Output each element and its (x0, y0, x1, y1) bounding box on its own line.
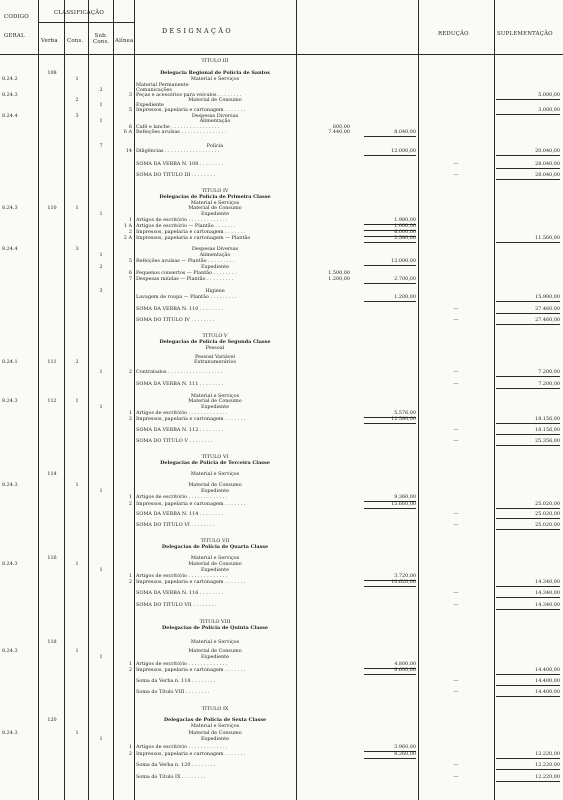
subtotal-value-cell: 8.260,00 (364, 750, 416, 759)
cons-cell: 1 (75, 398, 79, 404)
designation-cell: Soma do Título VIII . . . . . . . . (136, 689, 210, 695)
designation-cell: Pequenos consertos — Plantão . . . . . . . . (136, 270, 237, 276)
table-row (0, 470, 563, 478)
subtotal-value-cell: 3.960,00 (364, 743, 416, 752)
subtotal-value-cell: 2.580,00 (364, 234, 416, 243)
designation-cell: Delegacias de Polícia de Segunda Classe (159, 339, 271, 345)
designation-cell: Impressos, papelaria e cartonagem . . . . . . . (136, 229, 246, 235)
cons-cell: 1 (75, 205, 79, 211)
table-row (0, 234, 563, 242)
verba-cell: 110 (47, 205, 57, 211)
supplementation-cell: 14.400,00 (496, 688, 560, 697)
subtotal-value-cell: 4.800,00 (364, 660, 416, 669)
designation-cell: SOMA DO TITULO VI . . . . . . . . (136, 522, 215, 528)
alinea-cell: 6 (128, 270, 132, 276)
reduction-cell: — (453, 762, 459, 768)
designation-cell: Impressos, papelaria e cartonagem — Plantão (136, 235, 251, 241)
designation-cell: Lavagem de roupa — Plantão . . . . . . . . . (136, 294, 237, 300)
supplementation-cell: 14.340,00 (496, 578, 560, 587)
cons-cell: 1 (75, 482, 79, 488)
designation-cell: TITULO III (201, 58, 229, 64)
table-row (0, 275, 563, 283)
header-geral: GERAL (4, 33, 25, 39)
subtotal-value-cell: 10.620,00 (364, 578, 416, 587)
designation-cell: Despesas Diversas (191, 246, 239, 252)
designation-cell: Delegacias de Polícia de Terceira Classe (160, 460, 270, 466)
designation-cell: Material de Consumo (188, 398, 242, 404)
subtotal-value-cell: 9.600,00 (364, 666, 416, 675)
designation-cell: TITULO V (202, 333, 228, 339)
table-row (0, 735, 563, 743)
reduction-cell: — (453, 427, 459, 433)
designation-cell: Polícia (206, 143, 224, 149)
table-row (0, 57, 563, 65)
table-row (0, 638, 563, 646)
designation-cell: SOMA DO TITULO III . . . . . . . . (136, 172, 215, 178)
reduction-cell: — (453, 511, 459, 517)
supplementation-cell: 14.400,00 (496, 666, 560, 675)
verba-cell: 116 (47, 555, 57, 561)
alinea-cell: 6 A (123, 129, 132, 135)
code-cell: 8.24.3 (2, 205, 18, 211)
table-row (0, 459, 563, 467)
header-classificacao: CLASSIFICAÇÃO (54, 10, 104, 16)
subtotal-value-cell: 1.980,00 (364, 216, 416, 225)
supplementation-cell: 25.020,00 (496, 500, 560, 509)
subtotal-value-cell: 6.000,00 (364, 228, 416, 237)
designation-cell: Alimentação (199, 118, 231, 124)
header-alinea: Alínea (115, 38, 134, 44)
alinea-cell: 2 (128, 667, 132, 673)
table-row (0, 624, 563, 632)
designation-cell: Material e Serviços (190, 555, 240, 561)
designation-cell: Despesas Diversas (191, 113, 239, 119)
designation-cell: Expediente (201, 211, 229, 217)
cons-cell: 2 (75, 97, 79, 103)
alinea-cell: 2 (128, 579, 132, 585)
sub-cons-cell: 1 (99, 118, 103, 124)
designation-cell: Expediente (136, 102, 164, 108)
table-row (0, 688, 563, 696)
cons-cell: 2 (75, 359, 79, 365)
partial-value-cell: 7.440,00 (328, 129, 350, 135)
verba-cell: 111 (47, 359, 57, 365)
designation-cell: Artigos de escritório . . . . . . . . . . . . . (136, 217, 228, 223)
designation-cell: Material de Consumo (188, 648, 242, 654)
designation-cell: Pessoal Variável (194, 354, 235, 360)
verba-cell: 120 (47, 717, 57, 723)
designation-cell: Peças e acessórios para veículos . . . . . . . . (136, 92, 242, 98)
supplementation-cell: 11.560,00 (496, 234, 560, 243)
subtotal-value-cell: 5.576,00 (364, 409, 416, 418)
alinea-cell: 1 A (123, 223, 132, 229)
supplementation-cell: 25.356,00 (496, 437, 560, 446)
designation-cell: SOMA DA VERBA N. 110 . . . . . . . . (136, 306, 224, 312)
designation-cell: Artigos de escritório — Plantão . . . . . . . (136, 223, 236, 229)
table-row (0, 761, 563, 769)
code-cell: 8.24.4 (2, 246, 18, 252)
alinea-cell: 3 (128, 92, 132, 98)
designation-cell: Diligências . . . . . . . . . . . . . . . . . . (136, 148, 220, 154)
designation-cell: Refeições avulsas . . . . . . . . . . . . . . . (136, 129, 227, 135)
table-row (0, 344, 563, 352)
designation-cell: Material e Serviços (190, 471, 240, 477)
designation-cell: Artigos de escritório . . . . . . . . . . . . . (136, 410, 228, 416)
designation-cell: SOMA DA VERBA N. 111 . . . . . . . . (136, 381, 224, 387)
supplementation-cell: 12.220,00 (496, 773, 560, 782)
designation-cell: Impressos, papelaria e cartonagem . . . . . . . (136, 416, 246, 422)
table-row (0, 543, 563, 551)
code-cell: 8.24.3 (2, 648, 18, 654)
header-verba: Verba (41, 38, 58, 44)
table-row (0, 160, 563, 168)
designation-cell: TITULO VII (200, 538, 230, 544)
supplementation-cell: 14.340,00 (496, 589, 560, 598)
alinea-cell: 1 (128, 494, 132, 500)
sub-cons-cell: 2 (99, 87, 103, 93)
designation-cell: SOMA DO TITULO IV . . . . . . . . (136, 317, 215, 323)
supplementation-cell: 18.156,00 (496, 426, 560, 435)
table-row (0, 358, 563, 366)
designation-cell: Impressos, papelaria e cartonagem . . . . . . . (136, 579, 246, 585)
cons-cell: 3 (75, 246, 79, 252)
designation-cell: SOMA DA VERBA N. 112 . . . . . . . . (136, 427, 224, 433)
designation-cell: Comunicações (136, 87, 172, 93)
designation-cell: Extranumerários (194, 359, 236, 365)
alinea-cell: 2 A (123, 235, 132, 241)
sub-cons-cell: 1 (99, 252, 103, 258)
sub-cons-cell: 1 (99, 488, 103, 494)
designation-cell: Material de Consumo (188, 482, 242, 488)
reduction-cell: — (453, 172, 459, 178)
table-row (0, 589, 563, 597)
supplementation-cell: 7.200,00 (496, 380, 560, 389)
designation-cell: Material e Serviços (190, 200, 240, 206)
sub-cons-cell: 1 (99, 211, 103, 217)
designation-cell: TITULO IV (201, 188, 229, 194)
reduction-cell: — (453, 438, 459, 444)
table-row (0, 601, 563, 609)
alinea-cell: 5 (128, 258, 132, 264)
designation-cell: TITULO IX (201, 706, 229, 712)
header-rule (38, 22, 134, 23)
alinea-cell: 1 (128, 573, 132, 579)
supplementation-cell: 25.020,00 (496, 521, 560, 530)
designation-cell: Material e Serviços (190, 393, 240, 399)
designation-cell: Impressos, papelaria e cartonagem . . . . . . . (136, 501, 246, 507)
sub-cons-cell: 1 (99, 736, 103, 742)
supplementation-cell: 12.220,00 (496, 750, 560, 759)
header-designacao: D E S I G N A Ç Ã O (162, 27, 231, 35)
table-row (0, 426, 563, 434)
alinea-cell: 2 (128, 501, 132, 507)
reduction-cell: — (453, 602, 459, 608)
designation-cell: Material de Consumo (188, 561, 242, 567)
verba-cell: 118 (47, 639, 57, 645)
code-cell: 8.24.3 (2, 482, 18, 488)
supplementation-cell: 7.200,00 (496, 368, 560, 377)
table-row (0, 578, 563, 586)
partial-value-cell: 1.200,00 (328, 276, 350, 282)
header-reducao: REDUÇÃO (438, 31, 469, 37)
designation-cell: Refeições avulsas — Plantão . . . . . . . . . (136, 258, 235, 264)
supplementation-cell: 3.000,00 (496, 106, 560, 115)
designation-cell: Pessoal (205, 345, 225, 351)
header-codigo: CODIGO (4, 14, 29, 20)
alinea-cell: 1 (128, 661, 132, 667)
table-row (0, 316, 563, 324)
header-sub-cons: Sub. Cons. (93, 33, 110, 45)
supplementation-cell: 5.000,00 (496, 91, 560, 100)
table-row (0, 500, 563, 508)
partial-value-cell: 1.500,00 (328, 270, 350, 276)
designation-cell: SOMA DA VERBA N. 116 . . . . . . . . (136, 590, 224, 596)
reduction-cell: — (453, 522, 459, 528)
designation-cell: Material de Consumo (188, 205, 242, 211)
alinea-cell: 6 (128, 124, 132, 130)
verba-cell: 108 (47, 70, 57, 76)
designation-cell: Artigos de escritório . . . . . . . . . . . . . (136, 744, 228, 750)
designation-cell: Material Permanente (136, 82, 189, 88)
sub-cons-cell: 1 (99, 567, 103, 573)
table-row (0, 305, 563, 313)
cons-cell: 1 (75, 648, 79, 654)
header-cons: Cons. (67, 38, 84, 44)
supplementation-cell: 27.460,00 (496, 316, 560, 325)
sub-cons-cell: 7 (99, 143, 103, 149)
designation-cell: SOMA DA VERBA N. 108 . . . . . . . . (136, 161, 224, 167)
supplementation-cell: 14.340,00 (496, 601, 560, 610)
designation-cell: Delegacias de Polícia de Quinta Classe (162, 625, 268, 631)
subtotal-value-cell: 1.000,00 (364, 222, 416, 231)
subtotal-value-cell: 12.000,00 (364, 257, 416, 266)
designation-cell: TITULO VIII (199, 619, 231, 625)
designation-cell: Expediente (201, 654, 229, 660)
subtotal-value-cell: 9.360,00 (364, 493, 416, 502)
designation-cell: Delegacias de Polícia de Quarta Classe (161, 544, 269, 550)
subtotal-value-cell: 12.000,00 (364, 147, 416, 156)
reduction-cell: — (453, 317, 459, 323)
supplementation-cell: 20.040,00 (496, 147, 560, 156)
table-row (0, 415, 563, 423)
table-row (0, 666, 563, 674)
table-row (0, 677, 563, 685)
table-row (0, 705, 563, 713)
supplementation-cell: 12.220,00 (496, 761, 560, 770)
designation-cell: Despesas miúdas — Plantão . . . . . . . . . (136, 276, 234, 282)
subtotal-value-cell: 1.200,00 (364, 293, 416, 302)
subtotal-value-cell: 3.720,00 (364, 572, 416, 581)
designation-cell: Artigos de escritório . . . . . . . . . . . . . (136, 661, 228, 667)
designation-cell: SOMA DO TITULO VII . . . . . . . . (136, 602, 217, 608)
alinea-cell: 1 (128, 410, 132, 416)
reduction-cell: — (453, 381, 459, 387)
cons-cell: 1 (75, 76, 79, 82)
alinea-cell: 7 (128, 276, 132, 282)
designation-cell: Expediente (201, 264, 229, 270)
designation-cell: Delegacias de Polícia de Primeira Classe (159, 194, 271, 200)
designation-cell: Soma da Verba n. 118 . . . . . . . . (136, 678, 216, 684)
supplementation-cell: 28.040,00 (496, 171, 560, 180)
designation-cell: Delegacias de Polícia de Sexta Classe (163, 717, 267, 723)
code-cell: 8.24.3 (2, 561, 18, 567)
alinea-cell: 1 (128, 744, 132, 750)
alinea-cell: 2 (128, 229, 132, 235)
designation-cell: Artigos de escritório . . . . . . . . . . . . . (136, 494, 228, 500)
code-cell: 8.24.3 (2, 730, 18, 736)
table-row (0, 368, 563, 376)
code-cell: 8.24.1 (2, 359, 18, 365)
supplementation-cell: 15.900,00 (496, 293, 560, 302)
designation-cell: Delegacia Regional de Polícia de Santos (160, 70, 270, 76)
cons-cell: 1 (75, 730, 79, 736)
table-row (0, 128, 563, 136)
verba-cell: 112 (47, 398, 57, 404)
designation-cell: Impressos, papelaria e cartonagem . . . . . . . (136, 667, 246, 673)
code-cell: 8.24.2 (2, 76, 18, 82)
sub-cons-cell: 1 (99, 404, 103, 410)
designation-cell: Impressos, papelaria e cartonagem . . . . . . . (136, 751, 246, 757)
designation-cell: Material e Serviços (190, 76, 240, 82)
designation-cell: Higiene (205, 288, 225, 294)
reduction-cell: — (453, 678, 459, 684)
supplementation-cell: 28.040,00 (496, 160, 560, 169)
designation-cell: Soma da Verba n. 120 . . . . . . . . (136, 762, 216, 768)
verba-cell: 114 (47, 471, 57, 477)
alinea-cell: 5 (128, 107, 132, 113)
table-row (0, 437, 563, 445)
supplementation-cell: 18.156,00 (496, 415, 560, 424)
code-cell: 8.24.4 (2, 113, 18, 119)
code-cell: 8.24.3 (2, 92, 18, 98)
supplementation-cell: 14.400,00 (496, 677, 560, 686)
sub-cons-cell: 3 (99, 288, 103, 294)
sub-cons-cell: 2 (99, 264, 103, 270)
table-row (0, 293, 563, 301)
alinea-cell: 2 (128, 369, 132, 375)
designation-cell: Expediente (201, 404, 229, 410)
designation-cell: Material e Serviços (190, 639, 240, 645)
code-cell: 8.24.3 (2, 398, 18, 404)
cons-cell: 1 (75, 561, 79, 567)
table-row (0, 773, 563, 781)
designation-cell: Café e lanche . . . . . . . . . . . . . . . . (136, 124, 220, 130)
table-row (0, 171, 563, 179)
header-suplementacao: SUPLEMENTAÇÃO (497, 31, 553, 37)
designation-cell: Expediente (201, 488, 229, 494)
designation-cell: Expediente (201, 736, 229, 742)
reduction-cell: — (453, 774, 459, 780)
designation-cell: Contratados . . . . . . . . . . . . . . . . . . (136, 369, 223, 375)
table-row (0, 521, 563, 529)
table-row (0, 510, 563, 518)
alinea-cell: 2 (128, 416, 132, 422)
sub-cons-cell: 1 (99, 369, 103, 375)
cons-cell: 3 (75, 113, 79, 119)
designation-cell: Material de Consumo (188, 730, 242, 736)
designation-cell: SOMA DA VERBA N. 114 . . . . . . . . (136, 511, 224, 517)
subtotal-value-cell: 2.700,00 (364, 275, 416, 284)
designation-cell: Soma do Título IX . . . . . . . . (136, 774, 206, 780)
reduction-cell: — (453, 590, 459, 596)
subtotal-value-cell: 15.660,00 (364, 500, 416, 509)
alinea-cell: 2 (128, 751, 132, 757)
designation-cell: Impressos, papelaria e cartonagem . . . . . . . (136, 107, 246, 113)
designation-cell: Material de Consumo (188, 97, 242, 103)
table-row (0, 380, 563, 388)
designation-cell: SOMA DO TITULO V . . . . . . . . (136, 438, 213, 444)
alinea-cell: 14 (125, 148, 132, 154)
partial-value-cell: 600,00 (332, 124, 350, 130)
designation-cell: Material e Serviços (190, 723, 240, 729)
designation-cell: TITULO VI (201, 454, 229, 460)
sub-cons-cell: 1 (99, 654, 103, 660)
designation-cell: Expediente (201, 567, 229, 573)
sub-cons-cell: 1 (99, 102, 103, 108)
header-rule (0, 54, 563, 55)
reduction-cell: — (453, 689, 459, 695)
supplementation-cell: 27.460,00 (496, 305, 560, 314)
designation-cell: Artigos de escritório . . . . . . . . . . . . . (136, 573, 228, 579)
reduction-cell: — (453, 161, 459, 167)
table-row (0, 147, 563, 155)
designation-cell: Alimentação (199, 252, 231, 258)
reduction-cell: — (453, 306, 459, 312)
supplementation-cell: 25.020,00 (496, 510, 560, 519)
table-row (0, 750, 563, 758)
reduction-cell: — (453, 369, 459, 375)
subtotal-value-cell: 12.580,00 (364, 415, 416, 424)
subtotal-value-cell: 8.040,00 (364, 128, 416, 137)
alinea-cell: 1 (128, 217, 132, 223)
